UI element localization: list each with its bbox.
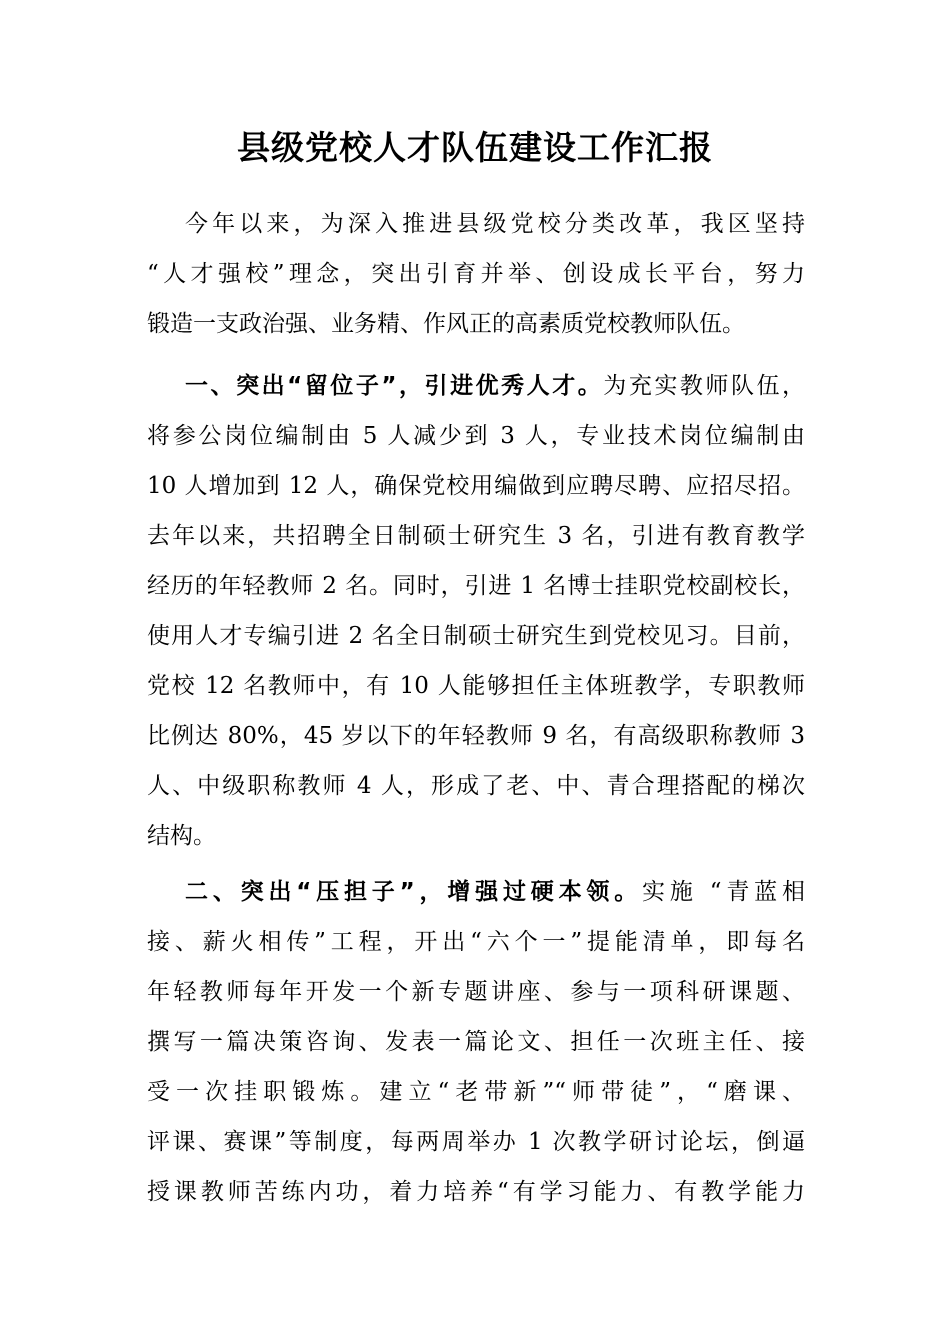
paragraph-line: 锻造一支政治强、业务精、作风正的高素质党校教师队伍。 <box>147 311 745 337</box>
paragraph-line: 经历的年轻教师 2 名。同时，引进 1 名博士挂职党校副校长， <box>147 573 805 599</box>
paragraph-line: “人才强校”理念，突出引育并举、创设成长平台，努力 <box>147 261 805 287</box>
section-heading: 二、突出“压担子”，增强过硬本领。 <box>185 879 643 905</box>
section-heading-line <box>185 867 805 917</box>
paragraph-line: 人、中级职称教师 4 人，形成了老、中、青合理搭配的梯次 <box>147 773 805 799</box>
document-title: 县级党校人才队伍建设工作汇报 <box>237 128 713 167</box>
paragraph-line: 结构。 <box>147 823 216 849</box>
paragraph-line: 比例达 80%，45 岁以下的年轻教师 9 名，有高级职称教师 3 <box>147 723 805 749</box>
paragraph-line: 年轻教师每年开发一个新专题讲座、参与一项科研课题、 <box>147 979 805 1005</box>
paragraph-line: 授课教师苦练内功，着力培养“有学习能力、有教学能力 <box>147 1179 805 1205</box>
section-body-text: 为充实教师队伍， <box>603 373 805 399</box>
paragraph-line: 撰写一篇决策咨询、发表一篇论文、担任一次班主任、接 <box>147 1029 805 1055</box>
paragraph-line: 评课、赛课”等制度，每两周举办 1 次教学研讨论坛，倒逼 <box>147 1129 805 1155</box>
section-body-text: 实施 “青蓝相 <box>642 879 805 905</box>
paragraph-line: 党校 12 名教师中，有 10 人能够担任主体班教学，专职教师 <box>147 673 805 699</box>
paragraph-line: 今年以来，为深入推进县级党校分类改革，我区坚持 <box>185 211 805 237</box>
paragraph-line: 接、薪火相传”工程，开出“六个一”提能清单，即每名 <box>147 929 805 955</box>
paragraph-line: 将参公岗位编制由 5 人减少到 3 人，专业技术岗位编制由 <box>147 423 805 449</box>
paragraph-line: 使用人才专编引进 2 名全日制硕士研究生到党校见习。目前， <box>147 623 805 649</box>
paragraph-line: 受一次挂职锻炼。建立“老带新”“师带徒”，“磨课、 <box>147 1079 805 1105</box>
paragraph-line: 去年以来，共招聘全日制硕士研究生 3 名，引进有教育教学 <box>147 523 805 549</box>
section-heading-line <box>185 361 805 411</box>
paragraph-line: 10 人增加到 12 人，确保党校用编做到应聘尽聘、应招尽招。 <box>147 473 805 499</box>
section-heading: 一、突出“留位子”，引进优秀人才。 <box>185 373 604 399</box>
